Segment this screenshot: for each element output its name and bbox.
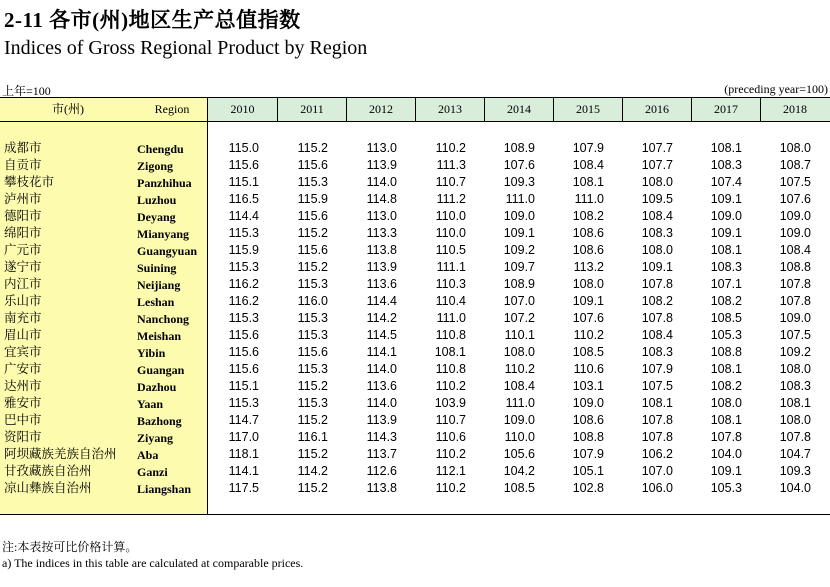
row-value: 110.8: [435, 328, 466, 342]
row-value: 115.3: [228, 396, 259, 410]
row-value: 109.2: [503, 243, 535, 257]
table-row: [0, 276, 830, 293]
row-region-name: Aba: [137, 448, 159, 462]
row-value: 113.0: [366, 141, 397, 155]
row-value: 111.0: [505, 192, 535, 206]
row-value: 108.3: [710, 260, 742, 274]
row-value: 108.1: [779, 396, 811, 410]
row-value: 109.5: [641, 192, 673, 206]
row-value: 109.3: [779, 464, 811, 478]
row-value: 108.9: [503, 141, 535, 155]
row-value: 108.3: [641, 226, 673, 240]
row-region-name: Ziyang: [137, 431, 174, 445]
row-value: 108.2: [572, 209, 604, 223]
row-region-name: Chengdu: [137, 142, 184, 156]
row-value: 110.2: [435, 481, 466, 495]
row-value: 107.1: [710, 277, 742, 291]
row-value: 110.1: [504, 328, 535, 342]
table-row: [0, 446, 830, 463]
row-value: 108.4: [779, 243, 811, 257]
table-row: [0, 140, 830, 157]
row-value: 111.0: [574, 192, 604, 206]
note-chinese: 注:本表按可比价格计算。: [2, 540, 138, 554]
row-value: 109.7: [503, 260, 535, 274]
table-row: [0, 412, 830, 429]
row-value: 115.6: [297, 158, 328, 172]
row-value: 105.1: [572, 464, 604, 478]
row-value: 114.7: [228, 413, 259, 427]
row-value: 108.2: [641, 294, 673, 308]
row-value: 110.7: [435, 175, 466, 189]
row-value: 108.5: [503, 481, 535, 495]
row-region-name: Nanchong: [137, 312, 190, 326]
row-value: 103.9: [434, 396, 466, 410]
row-value: 108.0: [572, 277, 604, 291]
row-value: 108.8: [710, 345, 742, 359]
row-value: 115.2: [297, 379, 328, 393]
row-value: 111.0: [436, 311, 466, 325]
row-value: 105.3: [710, 328, 742, 342]
row-value: 108.3: [641, 345, 673, 359]
row-value: 113.8: [366, 481, 397, 495]
row-value: 111.3: [436, 158, 466, 172]
table-row: [0, 157, 830, 174]
title-english: Indices of Gross Regional Product by Region: [4, 37, 368, 59]
row-city-name: 宜宾市: [4, 345, 42, 359]
row-value: 106.2: [641, 447, 673, 461]
row-value: 108.3: [710, 158, 742, 172]
row-value: 109.1: [503, 226, 535, 240]
row-value: 115.2: [297, 141, 328, 155]
row-value: 112.1: [435, 464, 466, 478]
row-value: 110.5: [435, 243, 466, 257]
row-value: 114.4: [366, 294, 397, 308]
row-city-name: 南充市: [4, 311, 42, 325]
table-row: [0, 259, 830, 276]
row-value: 114.5: [366, 328, 397, 342]
row-value: 115.3: [228, 226, 259, 240]
row-value: 108.0: [710, 396, 742, 410]
row-value: 107.9: [641, 362, 673, 376]
table-row: [0, 361, 830, 378]
row-value: 107.8: [641, 413, 673, 427]
row-value: 108.6: [572, 413, 604, 427]
row-value: 118.1: [228, 447, 259, 461]
row-city-name: 资阳市: [4, 430, 42, 444]
row-region-name: Deyang: [137, 210, 176, 224]
row-value: 110.4: [435, 294, 466, 308]
row-value: 115.6: [297, 345, 328, 359]
row-value: 109.1: [710, 464, 742, 478]
row-value: 108.1: [641, 396, 673, 410]
row-value: 109.0: [779, 311, 811, 325]
row-value: 109.0: [503, 209, 535, 223]
row-value: 116.2: [228, 277, 259, 291]
row-city-name: 广元市: [4, 243, 42, 257]
row-value: 107.2: [503, 311, 535, 325]
row-value: 107.8: [779, 277, 811, 291]
row-value: 107.9: [572, 141, 604, 155]
row-city-name: 成都市: [4, 141, 42, 155]
row-value: 115.3: [297, 277, 328, 291]
row-city-name: 攀枝花市: [4, 175, 55, 189]
row-value: 113.3: [366, 226, 397, 240]
row-value: 115.0: [228, 141, 259, 155]
row-value: 115.3: [297, 328, 328, 342]
table-row: [0, 242, 830, 259]
row-city-name: 自贡市: [4, 158, 42, 172]
row-value: 105.6: [503, 447, 535, 461]
row-value: 113.9: [366, 413, 397, 427]
row-value: 114.8: [366, 192, 397, 206]
table-row: [0, 225, 830, 242]
table-row: [0, 174, 830, 191]
row-value: 108.0: [641, 175, 673, 189]
row-region-name: Guangan: [137, 363, 185, 377]
row-value: 108.7: [779, 158, 811, 172]
row-region-name: Liangshan: [137, 482, 192, 496]
row-value: 107.5: [641, 379, 673, 393]
header-year: 2012: [346, 98, 415, 121]
row-value: 115.6: [297, 209, 328, 223]
unit-label-english: (preceding year=100): [724, 82, 828, 96]
row-value: 108.6: [572, 243, 604, 257]
row-value: 107.6: [572, 311, 604, 325]
row-region-name: Zigong: [137, 159, 174, 173]
row-value: 107.7: [641, 141, 673, 155]
row-value: 114.2: [297, 464, 328, 478]
row-value: 109.0: [779, 209, 811, 223]
row-value: 116.2: [228, 294, 259, 308]
row-city-name: 广安市: [4, 362, 42, 376]
row-value: 108.3: [779, 379, 811, 393]
row-value: 108.4: [572, 158, 604, 172]
row-value: 116.0: [297, 294, 328, 308]
row-value: 113.8: [366, 243, 397, 257]
row-value: 108.1: [710, 243, 742, 257]
header-year: 2018: [760, 98, 829, 121]
row-value: 110.6: [573, 362, 604, 376]
row-city-name: 阿坝藏族羌族自治州: [4, 447, 117, 461]
row-value: 111.2: [436, 192, 466, 206]
row-value: 109.1: [641, 260, 673, 274]
row-value: 109.1: [572, 294, 604, 308]
row-region-name: Yibin: [137, 346, 166, 360]
row-value: 107.7: [641, 158, 673, 172]
row-city-name: 泸州市: [4, 192, 42, 206]
row-value: 108.0: [779, 141, 811, 155]
row-value: 104.7: [779, 447, 811, 461]
row-value: 107.4: [710, 175, 742, 189]
row-value: 107.8: [641, 311, 673, 325]
row-value: 111.1: [436, 260, 466, 274]
row-value: 115.6: [228, 345, 259, 359]
row-value: 107.8: [641, 430, 673, 444]
row-value: 113.6: [366, 277, 397, 291]
row-value: 115.2: [297, 260, 328, 274]
row-city-name: 凉山彝族自治州: [4, 481, 92, 495]
row-value: 114.1: [366, 345, 397, 359]
row-value: 115.9: [228, 243, 259, 257]
row-value: 110.3: [435, 277, 466, 291]
row-value: 113.7: [366, 447, 397, 461]
row-region-name: Guangyuan: [137, 244, 198, 258]
row-city-name: 德阳市: [4, 209, 42, 223]
row-value: 112.6: [366, 464, 397, 478]
row-value: 108.0: [503, 345, 535, 359]
row-value: 107.8: [779, 294, 811, 308]
row-value: 115.3: [228, 260, 259, 274]
row-value: 108.4: [641, 328, 673, 342]
row-value: 110.2: [435, 141, 466, 155]
table-row: [0, 293, 830, 310]
row-value: 110.2: [435, 447, 466, 461]
row-value: 110.0: [504, 430, 535, 444]
row-value: 102.8: [572, 481, 604, 495]
row-value: 115.2: [297, 481, 328, 495]
table-row: [0, 429, 830, 446]
row-value: 107.6: [779, 192, 811, 206]
row-value: 110.2: [435, 379, 466, 393]
row-value: 108.9: [503, 277, 535, 291]
row-value: 115.3: [297, 175, 328, 189]
row-value: 116.1: [297, 430, 328, 444]
header-year: 2013: [415, 98, 484, 121]
row-region-name: Neijiang: [137, 278, 181, 292]
row-value: 114.2: [366, 311, 397, 325]
row-value: 115.3: [297, 396, 328, 410]
row-value: 107.8: [641, 277, 673, 291]
row-region-name: Yaan: [137, 397, 164, 411]
row-city-name: 达州市: [4, 379, 42, 393]
row-region-name: Mianyang: [137, 227, 190, 241]
header-year: 2015: [553, 98, 622, 121]
row-value: 113.0: [366, 209, 397, 223]
row-value: 107.9: [572, 447, 604, 461]
row-value: 113.9: [366, 260, 397, 274]
row-city-name: 甘孜藏族自治州: [4, 464, 92, 478]
row-value: 115.3: [297, 362, 328, 376]
row-value: 108.5: [572, 345, 604, 359]
row-value: 113.6: [366, 379, 397, 393]
row-value: 109.0: [779, 226, 811, 240]
row-city-name: 乐山市: [4, 294, 42, 308]
table-row: [0, 344, 830, 361]
row-value: 106.0: [641, 481, 673, 495]
row-value: 109.1: [710, 192, 742, 206]
row-value: 108.0: [779, 413, 811, 427]
row-value: 103.1: [572, 379, 604, 393]
row-city-name: 眉山市: [4, 328, 42, 342]
table-row: [0, 395, 830, 412]
row-value: 113.9: [366, 158, 397, 172]
row-city-name: 雅安市: [4, 396, 42, 410]
row-value: 115.6: [228, 158, 259, 172]
row-region-name: Meishan: [137, 329, 182, 343]
row-value: 115.6: [297, 243, 328, 257]
row-city-name: 遂宁市: [4, 260, 42, 274]
row-value: 105.3: [710, 481, 742, 495]
table-row: [0, 378, 830, 395]
header-year: 2016: [622, 98, 691, 121]
row-value: 110.7: [435, 413, 466, 427]
data-table: [0, 97, 830, 515]
row-value: 114.0: [366, 362, 397, 376]
row-value: 110.8: [435, 362, 466, 376]
row-value: 114.1: [228, 464, 259, 478]
row-value: 108.1: [710, 413, 742, 427]
row-value: 108.4: [641, 209, 673, 223]
row-value: 109.0: [503, 413, 535, 427]
row-value: 115.6: [228, 328, 259, 342]
row-value: 117.0: [228, 430, 259, 444]
row-value: 108.1: [710, 362, 742, 376]
header-region: Region: [154, 102, 190, 116]
row-value: 115.6: [228, 362, 259, 376]
row-region-name: Leshan: [137, 295, 175, 309]
row-value: 109.0: [710, 209, 742, 223]
row-value: 113.2: [573, 260, 604, 274]
row-value: 108.0: [641, 243, 673, 257]
row-value: 109.2: [779, 345, 811, 359]
row-value: 115.1: [228, 379, 259, 393]
row-value: 107.8: [779, 430, 811, 444]
row-value: 107.0: [641, 464, 673, 478]
row-value: 115.9: [297, 192, 328, 206]
row-value: 110.2: [504, 362, 535, 376]
row-value: 115.1: [228, 175, 259, 189]
row-value: 107.5: [779, 175, 811, 189]
row-value: 115.2: [297, 447, 328, 461]
table-header: [0, 98, 830, 122]
row-value: 109.3: [503, 175, 535, 189]
row-value: 114.4: [228, 209, 259, 223]
row-value: 117.5: [228, 481, 259, 495]
row-city-name: 内江市: [4, 277, 42, 291]
row-value: 104.0: [710, 447, 742, 461]
table-row: [0, 463, 830, 480]
row-city-name: 绵阳市: [4, 226, 42, 240]
row-city-name: 巴中市: [4, 413, 42, 427]
row-value: 110.0: [435, 209, 466, 223]
row-region-name: Ganzi: [137, 465, 168, 479]
row-value: 114.0: [366, 175, 397, 189]
row-value: 108.1: [434, 345, 466, 359]
row-value: 109.1: [710, 226, 742, 240]
row-value: 108.5: [710, 311, 742, 325]
row-value: 109.0: [572, 396, 604, 410]
row-value: 115.3: [228, 311, 259, 325]
row-value: 104.2: [503, 464, 535, 478]
row-region-name: Suining: [137, 261, 177, 275]
title-chinese: 2-11 各市(州)地区生产总值指数: [4, 8, 301, 32]
row-value: 110.6: [435, 430, 466, 444]
row-value: 108.1: [710, 141, 742, 155]
header-year: 2014: [484, 98, 553, 121]
table-row: [0, 310, 830, 327]
row-value: 114.0: [366, 396, 397, 410]
unit-label-chinese: 上年=100: [2, 84, 51, 98]
row-value: 108.4: [503, 379, 535, 393]
row-value: 108.1: [572, 175, 604, 189]
row-region-name: Dazhou: [137, 380, 177, 394]
table-row: [0, 191, 830, 208]
row-value: 116.5: [228, 192, 259, 206]
row-value: 115.2: [297, 413, 328, 427]
row-value: 114.3: [366, 430, 397, 444]
row-value: 108.0: [779, 362, 811, 376]
row-value: 104.0: [779, 481, 811, 495]
row-value: 107.0: [503, 294, 535, 308]
row-value: 115.3: [297, 311, 328, 325]
row-value: 115.2: [297, 226, 328, 240]
row-value: 110.2: [573, 328, 604, 342]
row-region-name: Panzhihua: [137, 176, 192, 190]
header-year: 2011: [277, 98, 346, 121]
row-value: 108.8: [779, 260, 811, 274]
header-year: 2010: [230, 102, 255, 116]
table-row: [0, 327, 830, 344]
row-value: 108.8: [572, 430, 604, 444]
row-value: 107.6: [503, 158, 535, 172]
row-value: 108.6: [572, 226, 604, 240]
row-value: 107.5: [779, 328, 811, 342]
row-value: 108.2: [710, 294, 742, 308]
row-region-name: Bazhong: [137, 414, 182, 428]
row-value: 110.0: [435, 226, 466, 240]
header-city: 市(州): [52, 102, 84, 116]
table-row: [0, 480, 830, 497]
note-english: a) The indices in this table are calculated at comparable prices.: [2, 556, 304, 570]
row-value: 108.2: [710, 379, 742, 393]
row-value: 107.8: [710, 430, 742, 444]
row-value: 111.0: [505, 396, 535, 410]
header-year: 2017: [691, 98, 760, 121]
row-region-name: Luzhou: [137, 193, 177, 207]
table-row: [0, 208, 830, 225]
